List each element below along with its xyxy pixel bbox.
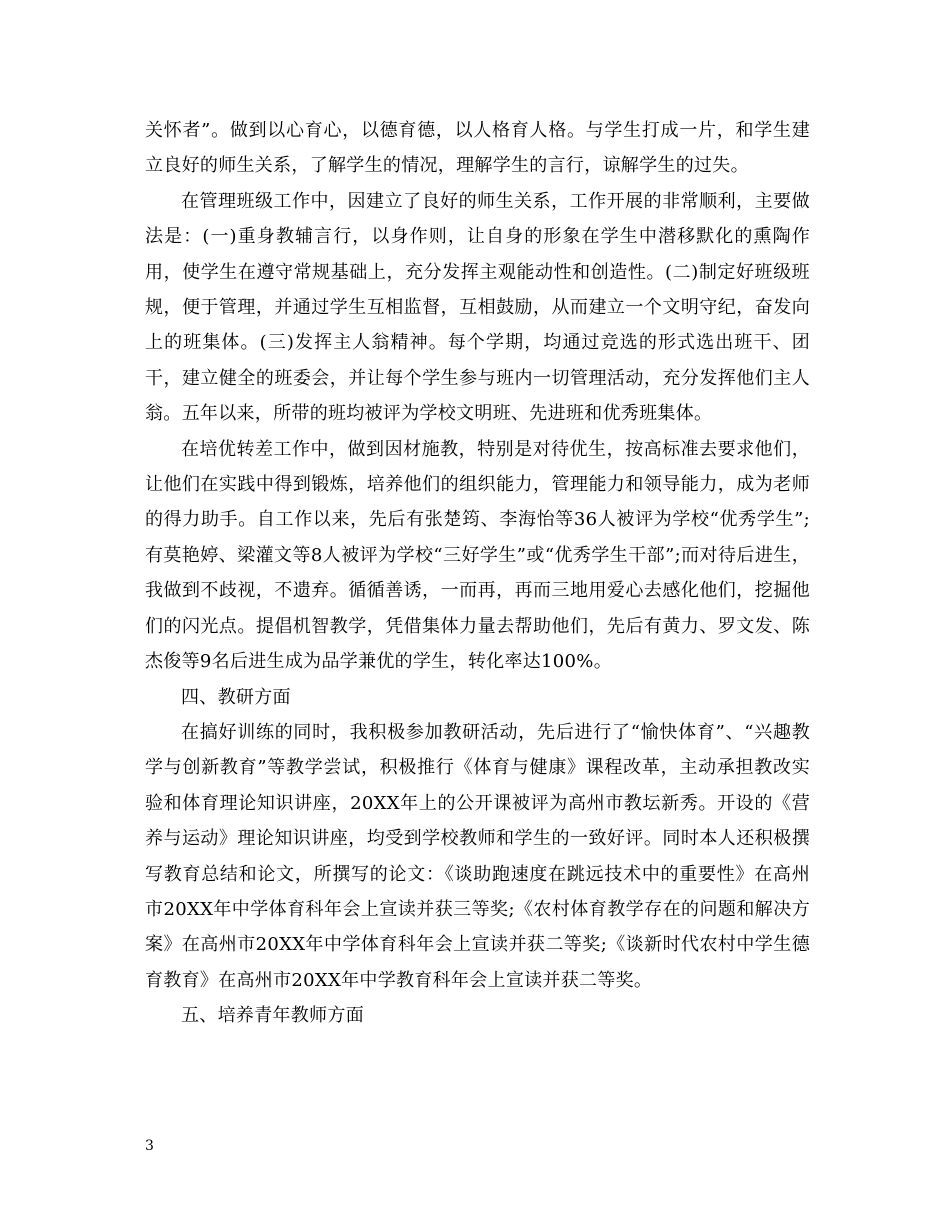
section-heading-young-teachers: 五、培养青年教师方面 xyxy=(181,1005,364,1027)
paragraph-student-development: 在培优转差工作中，做到因材施教，特别是对待优生，按高标准去要求他们，让他们在实践中得到锻炼，培养他们的组织能力，管理能力和领导能力，成为老师的得力助手。自工作以来，先后有张楚筠、李海怡等36人被评为学校“优秀学生”;有莫艳婷、梁灌文等8人被评为学校“三好学生”或“优秀学生干部”;而对待后进生，我做到不歧视，不遗弃。循循善诱，一而再，再而三地用爱心去感化他们，挖掘他们的闪光点。提倡机智教学，凭借集体力量去帮助他们，先后有黄力、罗文发、陈杰俊等9名后进生成为品学兼优的学生，转化率达100%。 xyxy=(145,438,810,673)
paragraph-care: 关怀者”。做到以心育心，以德育德，以人格育人格。与学生打成一片，和学生建立良好的师生关系，了解学生的情况，理解学生的言行，谅解学生的过失。 xyxy=(145,120,810,177)
document-body xyxy=(145,113,810,1034)
section-heading-research: 四、教研方面 xyxy=(181,686,291,708)
paragraph-class-management: 在管理班级工作中，因建立了良好的师生关系，工作开展的非常顺利，主要做法是：(一)重身教辅言行，以身作则，让自身的形象在学生中潜移默化的熏陶作用，使学生在遵守常规基础上，充分发挥主观能动性和创造性。(二)制定好班级班规，便于管理，并通过学生互相监督，互相鼓励，从而建立一个文明守纪，奋发向上的班集体。(三)发挥主人翁精神。每个学期，均通过竞选的形式选出班干、团干，建立健全的班委会，并让每个学生参与班内一切管理活动，充分发挥他们主人翁。五年以来，所带的班均被评为学校文明班、先进班和优秀班集体。 xyxy=(145,190,810,425)
page-number: 3 xyxy=(145,1138,154,1154)
paragraph-research: 在搞好训练的同时，我积极参加教研活动，先后进行了“愉快体育”、“兴趣教学与创新教育”等教学尝试，积极推行《体育与健康》课程改革，主动承担教改实验和体育理论知识讲座，20XX年上的公开课被评为高州市教坛新秀。开设的《营养与运动》理论知识讲座，均受到学校教师和学生的一致好评。同时本人还积极撰写教育总结和论文，所撰写的论文：《谈助跑速度在跳远技术中的重要性》在高州市20XX年中学体育科年会上宣读并获三等奖;《农村体育教学存在的问题和解决方案》在高州市20XX年中学体育科年会上宣读并获二等奖;《谈新时代农村中学生德育教育》在高州市20XX年中学教育科年会上宣读并获二等奖。 xyxy=(145,721,810,991)
